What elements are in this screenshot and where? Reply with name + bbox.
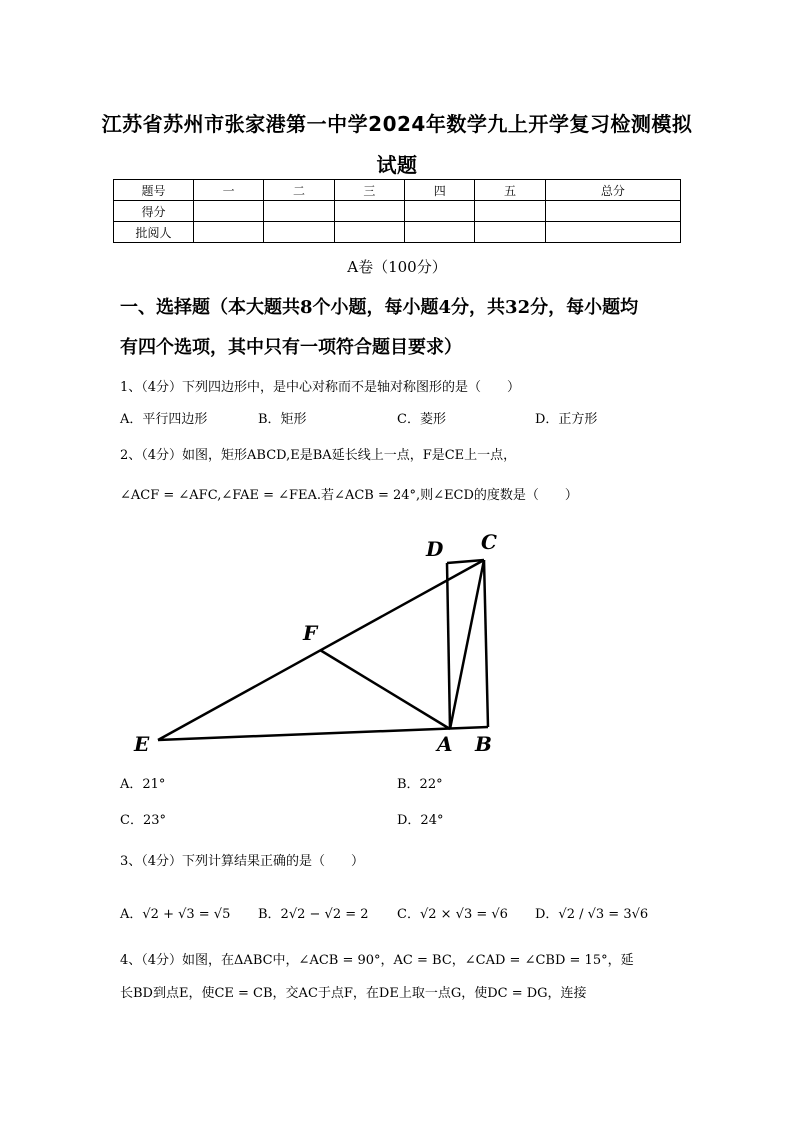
q1-text: 1、（4分）下列四边形中，是中心对称而不是轴对称图形的是（ ） [120,380,521,395]
segment-fa [320,650,450,729]
q1-option-c: C．菱形 [397,412,446,427]
q3-option-b: B．2√2 − √2 = 2 [258,907,369,922]
q3-option-d: D．√2 / √3 = 3√6 [535,907,649,922]
q4-text-line-2: 长BD到点E，使CE = CB，交AC于点F，在DE上取一点G，使DC = DG，连接 [120,986,587,1001]
score-header-cell: 总分 [545,180,680,201]
score-header-cell: 一 [194,180,264,201]
score-header-cell: 五 [475,180,545,201]
segment-ac [450,560,484,729]
q3-text: 3、（4分）下列计算结果正确的是（ ） [120,854,365,869]
segment-cb [484,560,488,727]
score-header-cell: 二 [264,180,334,201]
score-header-cell: 题号 [114,180,194,201]
q4-text-line-1: 4、（4分）如图，在ΔABC中，∠ACB = 90°，AC = BC，∠CAD = ∠CBD = 15°，延 [120,953,634,968]
page-title-line-2: 试题 [376,153,418,177]
section1-heading-line-2: 有四个选项，其中只有一项符合题目要求） [120,337,462,358]
score-header-cell: 三 [334,180,404,201]
section-a-heading: A卷（100分） [347,258,447,276]
label-d: D [426,537,444,561]
q2-text-line-2: ∠ACF = ∠AFC,∠FAE = ∠FEA.若∠ACB = 24°,则∠ECD的度数是（ ） [120,488,578,503]
q1-option-b: B．矩形 [258,412,307,427]
q3-option-c: C．√2 × √3 = √6 [397,907,508,922]
segment-da [447,563,450,729]
score-row-label: 得分 [114,201,194,222]
q2-option-b: B．22° [397,777,443,792]
score-header-cell: 四 [405,180,475,201]
label-a: A [437,732,453,756]
q2-option-c: C．23° [120,813,166,828]
q2-option-a: A．21° [120,777,166,792]
page-title-line-1: 江苏省苏州市张家港第一中学2024年数学九上开学复习检测模拟 [101,112,693,136]
q2-option-d: D．24° [397,813,444,828]
label-c: C [481,530,497,554]
q2-text-line-1: 2、（4分）如图，矩形ABCD,E是BA延长线上一点，F是CE上一点， [120,448,517,463]
score-row-label: 批阅人 [114,222,194,243]
section1-heading-line-1: 一、选择题（本大题共8个小题，每小题4分，共32分，每小题均 [120,297,639,318]
label-e: E [134,732,150,756]
q3-option-a: A．√2 + √3 = √5 [120,907,231,922]
q1-option-d: D．正方形 [535,412,598,427]
label-f: F [303,621,318,645]
q1-option-a: A．平行四边形 [120,412,208,427]
label-b: B [475,732,492,756]
